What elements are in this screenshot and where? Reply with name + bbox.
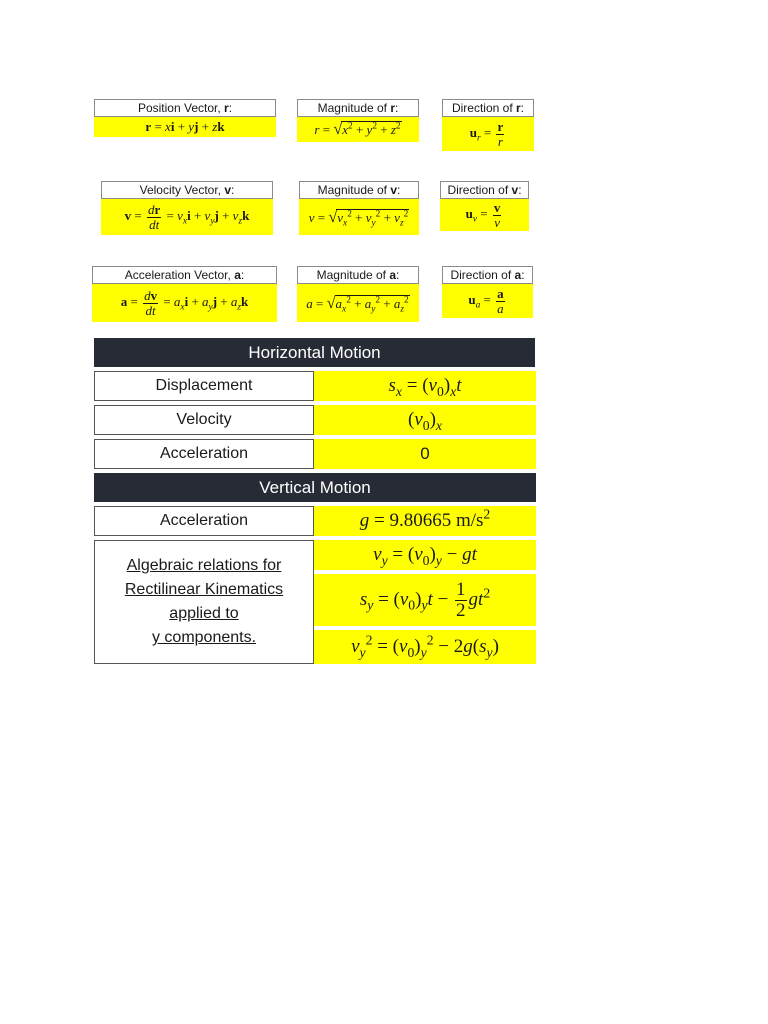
- acceleration-vector-box: [92, 266, 277, 322]
- acceleration-magnitude-box: [297, 266, 419, 322]
- algebraic-relations-block: [94, 540, 536, 664]
- acceleration-direction-label: Direction of a:: [442, 266, 533, 284]
- acceleration-magnitude-label: Magnitude of a:: [297, 266, 419, 284]
- horizontal-motion-table: [94, 338, 536, 468]
- position-magnitude-formula: $r = √x^2 + y^2 + z^2$: [297, 117, 419, 142]
- velocity-magnitude-label: Magnitude of v:: [299, 181, 419, 199]
- position-direction-formula: $u_r$ = $\frac{r}{r}$: [442, 117, 534, 151]
- velocity-magnitude-box: [299, 181, 419, 235]
- velocity-row: [94, 405, 536, 435]
- gravity-unit: m/s: [455, 510, 484, 531]
- horizontal-acceleration-row: [94, 439, 536, 469]
- velocity-direction-label: Direction of v:: [440, 181, 529, 199]
- vertical-acceleration-label: Acceleration: [94, 506, 314, 536]
- displacement-formula: $s_x = (v_0)_xt$: [314, 371, 536, 401]
- velocity-magnitude-formula: $v = √v_x^2 + v_y^2 + v_z^2$: [299, 199, 419, 235]
- algebraic-relations-label: [94, 540, 314, 664]
- position-magnitude-box: [297, 99, 419, 142]
- velocity-vector-label: Velocity Vector, v:: [101, 181, 273, 199]
- vy-squared-formula: $v_y^2 = (v_0)_y^2 - 2g(s_y)$: [314, 630, 536, 664]
- position-direction-box: [442, 99, 534, 151]
- vertical-motion-table: [94, 473, 536, 665]
- horizontal-motion-header: Horizontal Motion: [94, 338, 535, 367]
- velocity-vector-box: [101, 181, 273, 235]
- displacement-row: [94, 371, 536, 401]
- algebraic-line-1: Algebraic relations for: [126, 557, 282, 574]
- displacement-label: Displacement: [94, 371, 314, 401]
- gravity-formula: g = 9.80665 $m/s^2$: [314, 506, 536, 536]
- algebraic-line-4: y components.: [151, 629, 257, 646]
- acceleration-magnitude-formula: $a = √a_x^2 + a_y^2 + a_z^2$: [297, 284, 419, 322]
- gravity-value: 9.80665: [389, 510, 452, 531]
- algebraic-line-2: Rectilinear Kinematics: [124, 581, 284, 598]
- position-vector-label: Position Vector, r:: [94, 99, 276, 117]
- velocity-direction-box: [440, 181, 529, 231]
- velocity-direction-formula: $u_v$ = $\frac{v}{v}$: [440, 199, 529, 231]
- acceleration-vector-formula: a = $\frac{dv}{dt}$ = $a_xi + a_yj + a_zk$: [92, 284, 277, 322]
- acceleration-direction-box: [442, 266, 533, 318]
- algebraic-line-3: applied to: [169, 605, 239, 622]
- horizontal-acceleration-label: Acceleration: [94, 439, 314, 469]
- position-magnitude-label: Magnitude of r:: [297, 99, 419, 117]
- horizontal-acceleration-value: 0: [314, 439, 536, 469]
- velocity-label: Velocity: [94, 405, 314, 435]
- acceleration-direction-formula: $u_a$ = $\frac{a}{a}$: [442, 284, 533, 318]
- acceleration-vector-label: Acceleration Vector, a:: [92, 266, 277, 284]
- velocity-formula: $(v_0)_x$: [314, 405, 536, 435]
- position-vector-box: [94, 99, 276, 137]
- position-direction-label: Direction of r:: [442, 99, 534, 117]
- vertical-motion-header: Vertical Motion: [94, 473, 536, 502]
- sy-formula: $s_y = (v_0)_yt$ − $\frac{1}{2}$ $gt^2$: [314, 574, 536, 626]
- vertical-acceleration-row: [94, 506, 536, 536]
- vy-formula: $v_y = (v_0)_y$ − gt: [314, 540, 536, 570]
- position-vector-formula: r = xi + yj + zk: [94, 117, 276, 137]
- velocity-vector-formula: v = $\frac{dr}{dt}$ = $v_xi + v_yj + v_zk$: [101, 199, 273, 235]
